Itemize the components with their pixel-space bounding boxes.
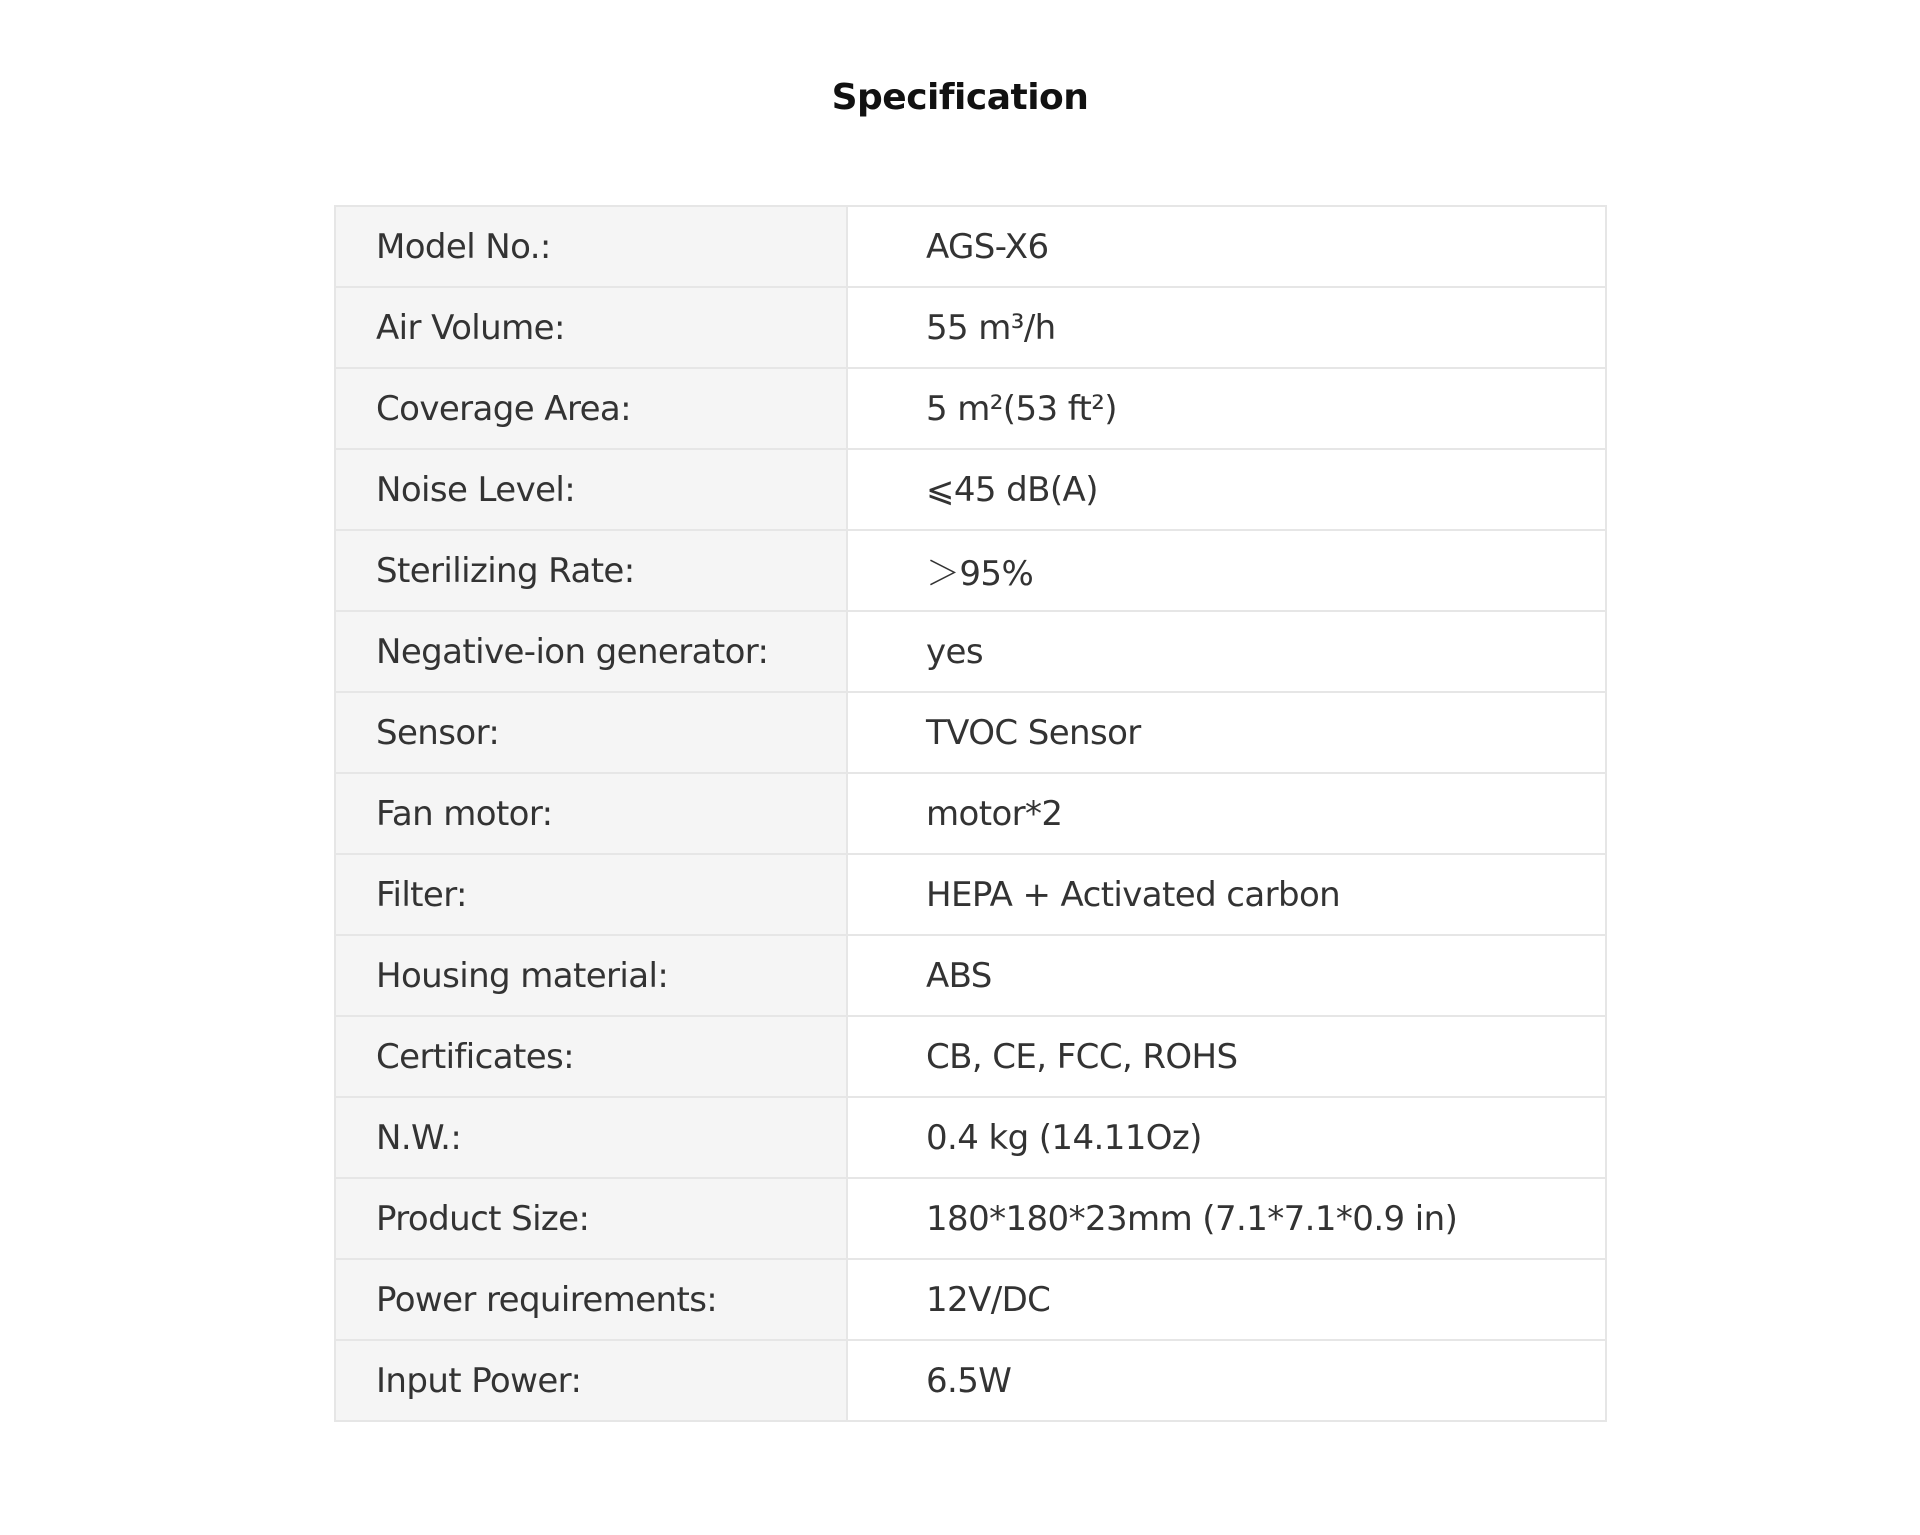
specification-table xyxy=(334,205,1607,1422)
table-row xyxy=(335,1259,1606,1340)
table-row xyxy=(335,1097,1606,1178)
spec-value: 6.5W xyxy=(847,1340,1606,1421)
spec-value: ABS xyxy=(847,935,1606,1016)
spec-value: 0.4 kg (14.11Oz) xyxy=(847,1097,1606,1178)
table-row xyxy=(335,1016,1606,1097)
spec-label: Housing material: xyxy=(335,935,847,1016)
table-row xyxy=(335,206,1606,287)
spec-value: AGS-X6 xyxy=(847,206,1606,287)
spec-label: Sterilizing Rate: xyxy=(335,530,847,611)
spec-label: Fan motor: xyxy=(335,773,847,854)
table-row xyxy=(335,287,1606,368)
spec-label: N.W.: xyxy=(335,1097,847,1178)
spec-value: 12V/DC xyxy=(847,1259,1606,1340)
table-row xyxy=(335,449,1606,530)
table-row xyxy=(335,530,1606,611)
spec-label: Model No.: xyxy=(335,206,847,287)
spec-value: ⩽45 dB(A) xyxy=(847,449,1606,530)
spec-label: Certificates: xyxy=(335,1016,847,1097)
spec-value: TVOC Sensor xyxy=(847,692,1606,773)
table-row xyxy=(335,773,1606,854)
spec-label: Air Volume: xyxy=(335,287,847,368)
table-row xyxy=(335,854,1606,935)
spec-value: yes xyxy=(847,611,1606,692)
spec-label: Coverage Area: xyxy=(335,368,847,449)
table-row xyxy=(335,692,1606,773)
spec-value: 180*180*23mm (7.1*7.1*0.9 in) xyxy=(847,1178,1606,1259)
table-row xyxy=(335,935,1606,1016)
spec-label: Sensor: xyxy=(335,692,847,773)
spec-value: 5 m²(53 ft²) xyxy=(847,368,1606,449)
spec-value: HEPA + Activated carbon xyxy=(847,854,1606,935)
page-title: Specification xyxy=(831,77,1089,118)
spec-value: 55 m³/h xyxy=(847,287,1606,368)
spec-value: CB, CE, FCC, ROHS xyxy=(847,1016,1606,1097)
table-row xyxy=(335,368,1606,449)
spec-label: Product Size: xyxy=(335,1178,847,1259)
spec-label: Input Power: xyxy=(335,1340,847,1421)
spec-label: Filter: xyxy=(335,854,847,935)
spec-label: Power requirements: xyxy=(335,1259,847,1340)
spec-label: Negative-ion generator: xyxy=(335,611,847,692)
table-row xyxy=(335,1340,1606,1421)
table-row xyxy=(335,611,1606,692)
table-row xyxy=(335,1178,1606,1259)
spec-value: ＞95% xyxy=(847,530,1606,611)
spec-value: motor*2 xyxy=(847,773,1606,854)
spec-label: Noise Level: xyxy=(335,449,847,530)
